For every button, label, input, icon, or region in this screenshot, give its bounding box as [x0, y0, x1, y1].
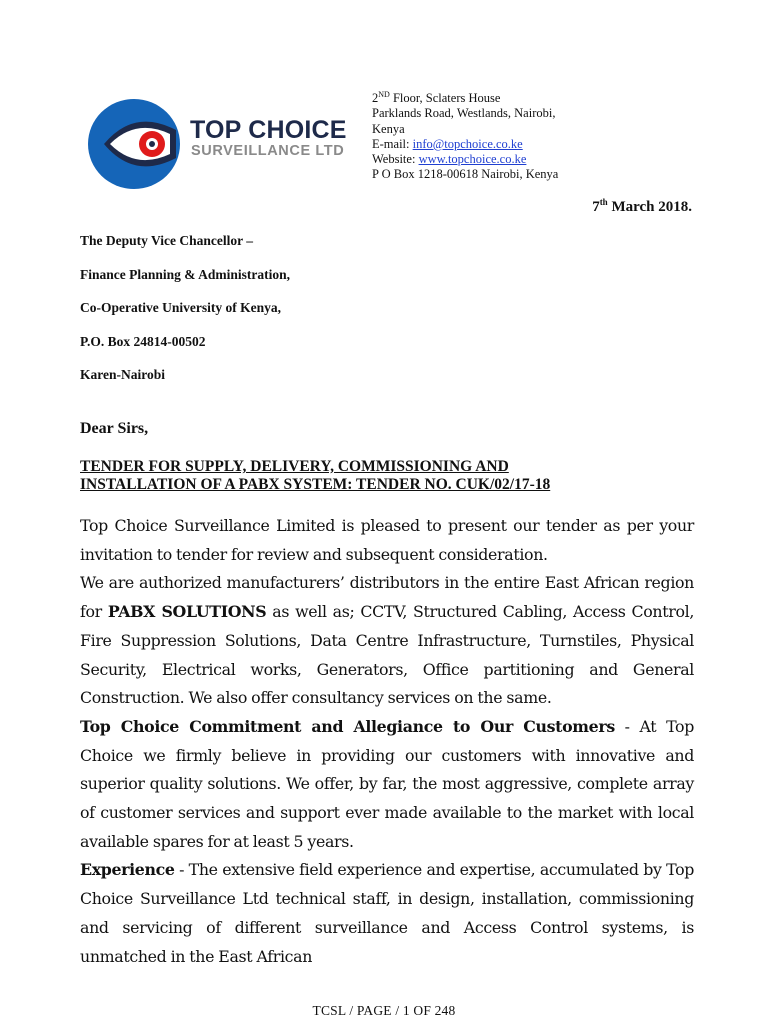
recipient-line: Karen-Nairobi: [80, 367, 166, 383]
address-country: Kenya: [372, 121, 405, 136]
subject-heading: [80, 458, 550, 494]
address-road: Parklands Road, Westlands, Nairobi,: [372, 106, 556, 121]
paragraph-intro: Top Choice Surveillance Limited is pleased to present our tender as per your invitation to tender for review and subsequent consideration.: [80, 516, 694, 564]
address-website: Website: www.topchoice.co.ke: [372, 151, 527, 166]
salutation: Dear Sirs,: [80, 420, 149, 437]
company-logo: [86, 96, 366, 192]
subject-line: INSTALLATION OF A PABX SYSTEM: TENDER NO. CUK/02/17-18: [80, 476, 551, 493]
letter-date: 7th March 2018.: [592, 197, 692, 215]
recipient-line: Finance Planning & Administration,: [80, 266, 291, 282]
eye-logo-icon: [86, 96, 186, 192]
paragraph-commitment: Top Choice Commitment and Allegiance to Our Customers - At Top Choice we firmly believe in providing our customers with innovative and superior quality solutions. We offer, by far, the most aggressive, complete array of customer services and support ever made available to the market with local available spares for at least 5 years.: [80, 716, 694, 851]
recipient-line: The Deputy Vice Chancellor –: [80, 233, 253, 248]
subject-line: TENDER FOR SUPPLY, DELIVERY, COMMISSIONING AND: [80, 458, 509, 475]
paragraph-authorized: We are authorized manufacturers’ distributors in the entire East African region for PABX SOLUTIONS as well as; CCTV, Structured Cabling, Access Control, Fire Suppression Solutions, Data Centre Infrastructure, Turnstiles, Physical Security, Electrical works, Generators, Office partitioning and General Construction. We also offer consultancy services on the same.: [80, 573, 694, 708]
company-address: [372, 87, 602, 182]
page-footer: TCSL / PAGE / 1 OF 248: [312, 1003, 456, 1018]
logo-subtitle: SURVEILLANCE LTD: [191, 143, 345, 159]
letter-body: [80, 512, 694, 971]
recipient-line: Co-Operative University of Kenya,: [80, 300, 281, 316]
email-link[interactable]: info@topchoice.co.ke: [412, 136, 523, 151]
recipient-line: P.O. Box 24814-00502: [80, 333, 206, 349]
address-floor: 2ND Floor, Sclaters House: [372, 90, 501, 106]
paragraph-experience: Experience - The extensive field experience and expertise, accumulated by Top Choice Surveillance Ltd technical staff, in design, installation, commissioning and servicing of different surveillance and Access Control systems, is unmatched in the East African: [80, 860, 694, 966]
address-pobox: P O Box 1218-00618 Nairobi, Kenya: [372, 167, 559, 182]
recipient-block: [80, 233, 290, 401]
address-email: E-mail: info@topchoice.co.ke: [372, 136, 523, 151]
website-link[interactable]: www.topchoice.co.ke: [418, 151, 527, 166]
logo-title: TOP CHOICE: [190, 116, 347, 144]
